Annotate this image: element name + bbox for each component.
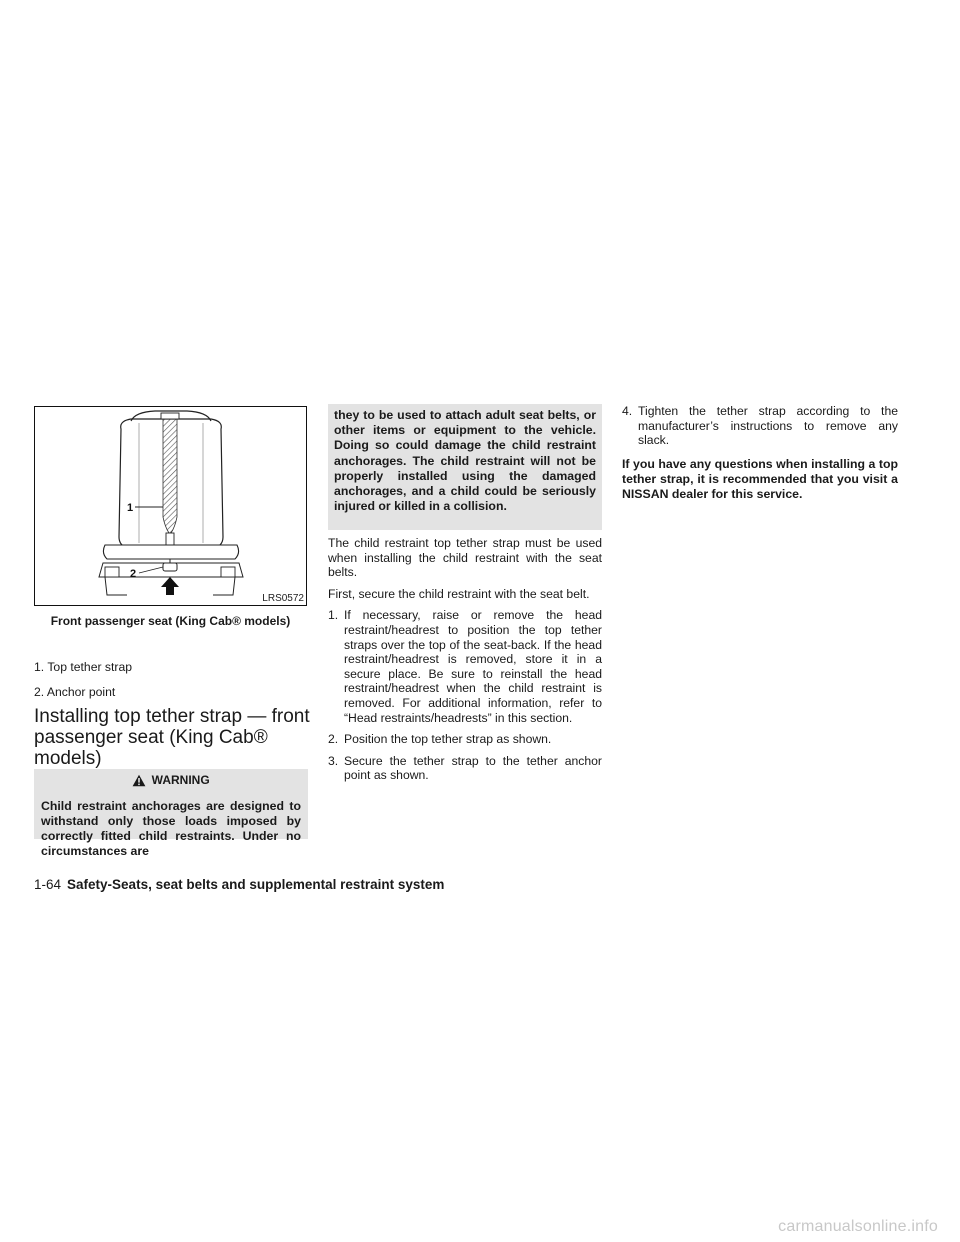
step-text: Position the top tether strap as shown. (344, 732, 552, 747)
callout-2: 2 (130, 568, 137, 580)
watermark: carmanualsonline.info (778, 1218, 938, 1235)
paragraph: First, secure the child restraint with the seat belt. (328, 586, 590, 601)
figure-code: LRS0572 (262, 593, 304, 604)
step-item (622, 404, 898, 448)
paragraph: The child restraint top tether strap must be used when installing the child restraint with the seat belts. (328, 536, 602, 580)
legend-item: 2. Anchor point (34, 685, 116, 699)
step-text: Tighten the tether strap according to the manufacturer’s instructions to remove any slack. (638, 404, 898, 448)
figure-caption: Front passenger seat (King Cab® models) (50, 614, 291, 628)
warning-label: WARNING (151, 773, 210, 787)
figure-legend (34, 660, 307, 710)
warning-text-part1: Child restraint anchorages are designed to withstand only those loads imposed by correctly fitted child restraints. Under no circumstances are (34, 791, 308, 839)
step-item (328, 754, 602, 783)
dealer-note: If you have any questions when installing a top tether strap, it is recommended that you visit a NISSAN dealer for this service. (622, 456, 898, 501)
page-number: 1-64 (34, 877, 62, 892)
section-heading: Installing top tether strap — front passenger seat (King Cab® models) (34, 706, 310, 769)
step-number: 2. (328, 732, 339, 747)
step-number: 4. (622, 404, 633, 418)
step-number: 3. (328, 753, 339, 768)
step-item (328, 608, 602, 725)
warning-text-part2: they to be used to attach adult seat belts, or other items or equipment to the vehicle. Doing so could damage the child restraint anchorages. The child restraint will not be properly installed using the damaged anchorages, and a child could be seriously injured or killed in a collision. (328, 404, 602, 530)
instructions-column (328, 536, 602, 790)
warning-triangle-icon (132, 774, 146, 787)
legend-item: 1. Top tether strap (34, 660, 133, 674)
step-item (328, 732, 602, 747)
instructions-column-3 (622, 404, 898, 502)
step-text: If necessary, raise or remove the head restraint/headrest to position the top tether straps over the top of the seat-back. If the head restraint/headrest is removed, store it in a secure place. Be sure to reinstall the head restraint/headrest when the child restraint is removed. For additional information, refer to “Head restraints/headrests” in this section. (344, 608, 602, 725)
step-number: 1. (328, 608, 339, 623)
seat-illustration-drawing (35, 407, 306, 605)
footer-section-title: Safety-Seats, seat belts and supplemental restraint system (67, 877, 445, 892)
callout-1: 1 (127, 502, 134, 514)
step-text: Secure the tether strap to the tether anchor point as shown. (344, 753, 602, 783)
figure-seat-illustration (34, 406, 307, 606)
page-footer (34, 876, 914, 894)
warning-header (34, 769, 308, 791)
